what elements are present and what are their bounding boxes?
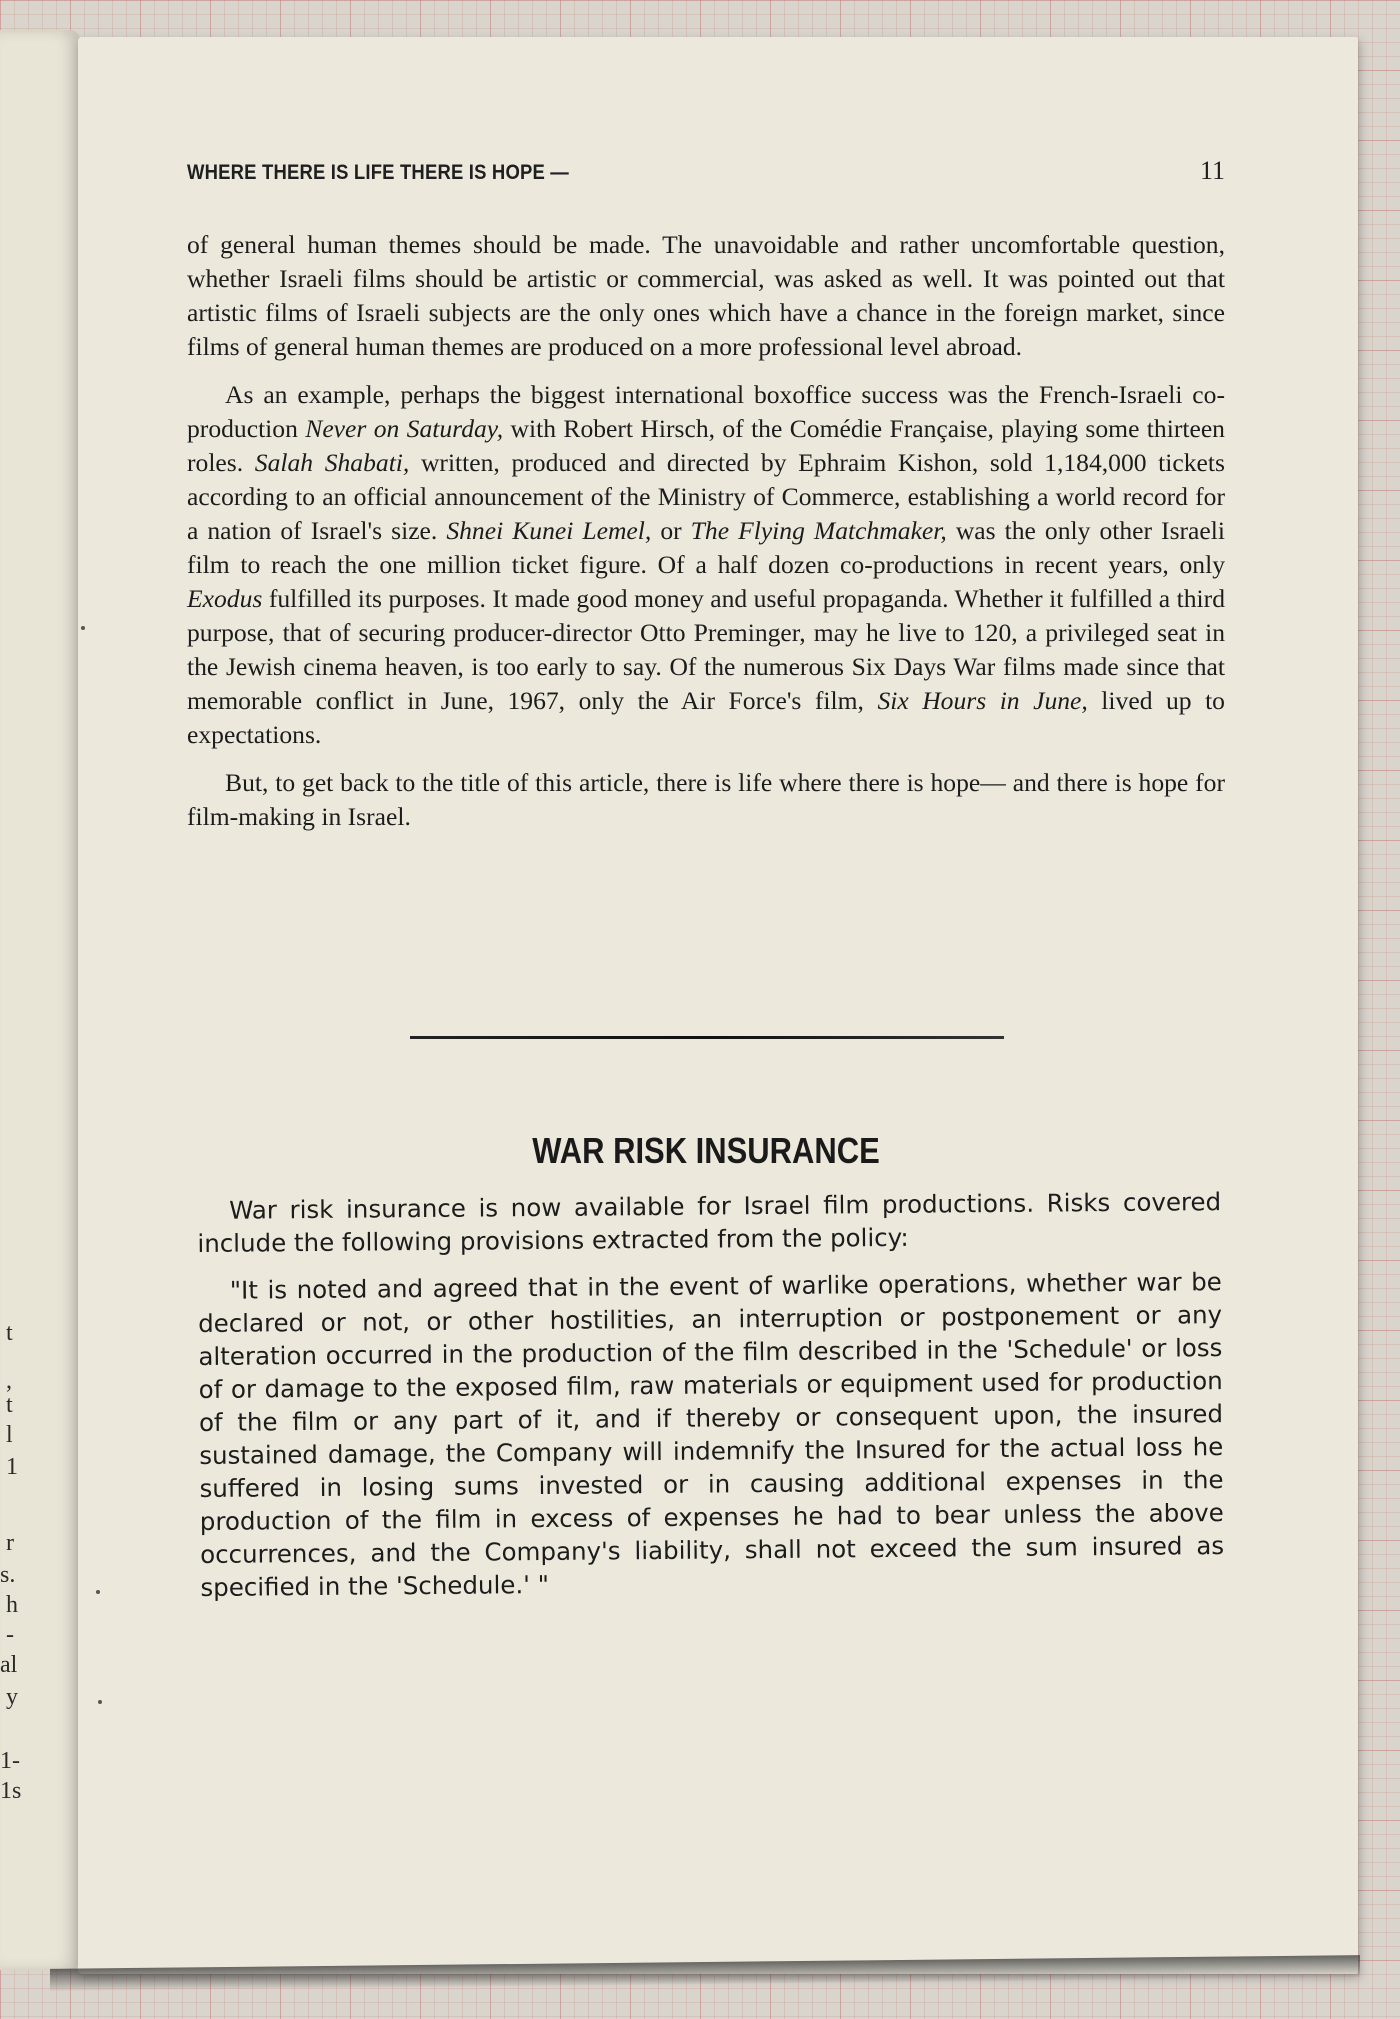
left-page-text-fragment: y (6, 1684, 18, 1710)
running-head-title: WHERE THERE IS LIFE THERE IS HOPE — (187, 161, 569, 184)
paragraph-text: lived up to expectations. (187, 686, 1225, 749)
paragraph-text: or (651, 516, 691, 545)
insurance-section (197, 1185, 1225, 1618)
left-page-edge (0, 30, 80, 1970)
film-title: Salah Shabati, (254, 448, 410, 477)
page-number: 11 (1199, 156, 1225, 185)
article-paragraph (187, 228, 1225, 364)
left-page-text-fragment: t (6, 1320, 13, 1346)
left-page-text-fragment: - (6, 1622, 14, 1648)
left-page-text-fragment: t (6, 1392, 13, 1418)
paragraph-text: written, produced and directed by Ephraim Kishon, sold 1,184,000 tickets according to an official announcement of the Ministry of Commerce, establishing a world record for a nation of Israel's size. (187, 448, 1225, 545)
running-head (187, 156, 1225, 186)
paragraph-text: was the only other Israeli film to reach the one million ticket figure. Of a half dozen co-productions in recent years, only (187, 516, 1225, 579)
section-title: WAR RISK INSURANCE (532, 1130, 880, 1171)
paragraph-text: with Robert Hirsch, of the Comédie Française, playing some thirteen roles. (187, 414, 1225, 477)
film-title: Six Hours in June, (877, 686, 1088, 715)
film-title: Shnei Kunei Lemel, (446, 516, 652, 545)
left-page-text-fragment: 1- (0, 1748, 20, 1774)
left-page-text-fragment: l (6, 1422, 13, 1448)
left-page-text-fragment: , (6, 1368, 12, 1394)
paragraph-text: As an example, perhaps the biggest international boxoffice success was the French-Israeli co-production (187, 380, 1225, 443)
section-divider-rule (410, 1036, 1004, 1039)
insurance-policy-quote: "It is noted and agreed that in the event of warlike operations, whether war be declared or not, or other hostilities, an interruption or postponement or any alteration occurred in the production of the film described in the 'Schedule' or loss of or damage to the exposed film, raw materials or equipment used for production of the film or any part of it, and if thereby or consequent upon, the insured sustained damage, the Company will indemnify the Insured for the actual loss he suffered in losing sums invested or in causing additional expenses in the production of the film in excess of expenses he had to bear unless the above occurrences, and the Company's liability, shall not exceed the sum insured as specified in the 'Schedule.' " (198, 1267, 1225, 1602)
page-speck (81, 626, 85, 630)
film-title: Never on Saturday, (305, 414, 504, 443)
film-title: The Flying Matchmaker, (690, 516, 947, 545)
left-page-text-fragment: r (6, 1530, 14, 1556)
paragraph-text: fulfilled its purposes. It made good money and useful propaganda. Whether it fulfilled a third purpose, that of securing producer-director Otto Preminger, may he live to 120, a privileged seat in the Jewish cinema heaven, is too early to say. Of the numerous Six Days War films made since that memorable conflict in June, 1967, only the Air Force's film, (187, 584, 1225, 715)
page-speck (98, 1700, 102, 1704)
article-paragraph (187, 378, 1225, 752)
page-speck (96, 1590, 100, 1594)
article-paragraph (187, 766, 1225, 834)
insurance-intro: War risk insurance is now available for Israel film productions. Risks covered include the following provisions extracted from the policy: (197, 1187, 1222, 1258)
paragraph-text: of general human themes should be made. The unavoidable and rather uncomfortable question, whether Israeli films should be artistic or commercial, was asked as well. It was pointed out that artistic films of Israeli subjects are the only ones which have a chance in the foreign market, since films of general human themes are produced on a more professional level abroad. (187, 230, 1225, 361)
left-page-text-fragment: s. (0, 1562, 16, 1588)
left-page-text-fragment: h (6, 1592, 18, 1618)
article-body (187, 228, 1225, 848)
left-page-text-fragment: al (0, 1652, 18, 1678)
paragraph-text: But, to get back to the title of this article, there is life where there is hope— and there is hope for film-making in Israel. (187, 768, 1225, 831)
left-page-text-fragment: 1 (6, 1454, 18, 1480)
film-title: Exodus (187, 584, 263, 613)
left-page-text-fragment: 1s (0, 1778, 22, 1804)
